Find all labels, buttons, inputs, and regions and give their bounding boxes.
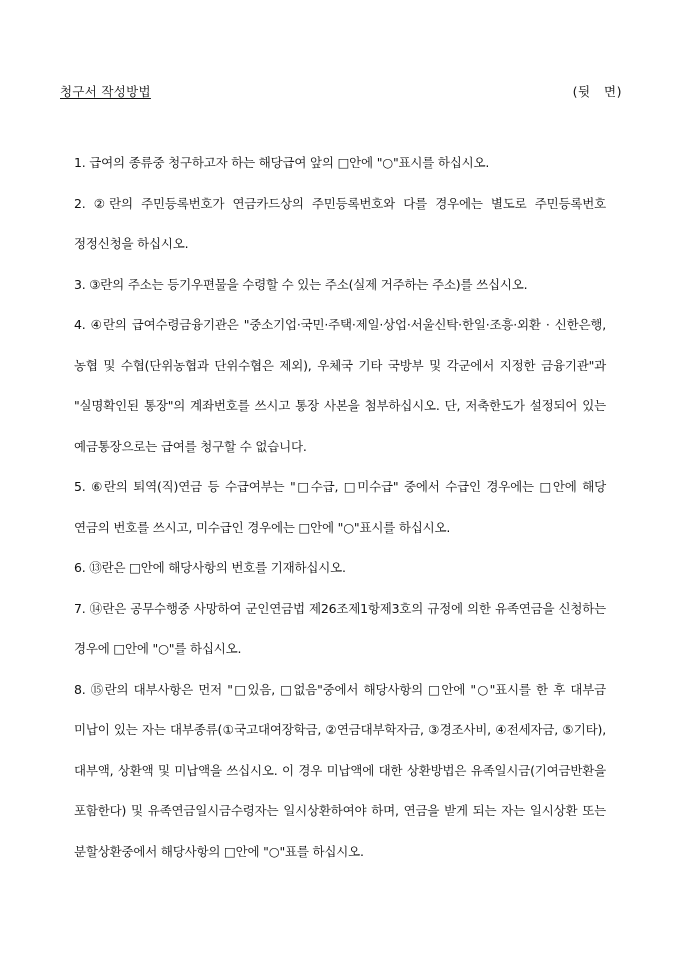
instruction-item-1: 1. 급여의 종류중 청구하고자 하는 해당급여 앞의 □안에 "○"표시를 하십시오. <box>74 155 490 170</box>
instruction-item-2: 2. ②란의 주민등록번호가 연금카드상의 주민등록번호와 다를 경우에는 별도로 주민등록번호 정정신청을 하십시오. <box>74 195 606 251</box>
instruction-item-5: 5. ⑥란의 퇴역(직)연금 등 수급여부는 "□수급, □미수급" 중에서 수급인 경우에는 □안에 해당 연금의 번호를 쓰시고, 미수급인 경우에는 □안에 "○"표시를 하십시오. <box>74 479 606 535</box>
instruction-item-7: 7. ⑭란은 공무수행중 사망하여 군인연금법 제26조제1항제3호의 규정에 의한 유족연금을 신청하는 경우에 □안에 "○"를 하십시오. <box>74 600 606 656</box>
instruction-item-3: 3. ③란의 주소는 등기우편물을 수령할 수 있는 주소(실제 거주하는 주소)를 쓰십시오. <box>74 276 528 292</box>
instruction-item-6: 6. ⑬란은 □안에 해당사항의 번호를 기재하십시오. <box>74 560 346 575</box>
instruction-item-4: 4. ④란의 급여수령금융기관은 "중소기업·국민·주택·제일·상업·서울신탁·한일·조흥·외환 · 신한은행, 농협 및 수협(단위농협과 단위수협은 제외), 우체국 기타 국방부 및 각군에서 지정한 금융기관"과 "실명확인된 통장"의 계좌번호를 쓰시고 통장 사본을 첨부하십시오. 단, 저축한도가 설정되어 있는 예금통장으로는 급여를 청구할 수 없습니다. <box>74 317 606 454</box>
page-header <box>60 82 622 102</box>
instruction-list <box>74 143 606 872</box>
instruction-item-8: 8. ⑮란의 대부사항은 먼저 "□있음, □없음"중에서 해당사항의 □안에 "○"표시를 한 후 대부금 미납이 있는 자는 대부종류(①국고대여장학금, ②연금대부학자금, ③경조사비, ④전세자금, ⑤기타), 대부액, 상환액 및 미납액을 쓰십시오. 이 경우 미납액에 대한 상환방법은 유족일시금(기여금반환을 포함한다) 및 유족연금일시금수령자는 일시상환하여야 하며, 연금을 받게 되는 자는 일시상환 또는 분할상환중에서 해당사항의 □안에 "○"표를 하십시오. <box>74 681 606 859</box>
back-side-label: (뒷 면) <box>572 84 622 99</box>
document-title: 청구서 작성방법 <box>60 84 151 99</box>
